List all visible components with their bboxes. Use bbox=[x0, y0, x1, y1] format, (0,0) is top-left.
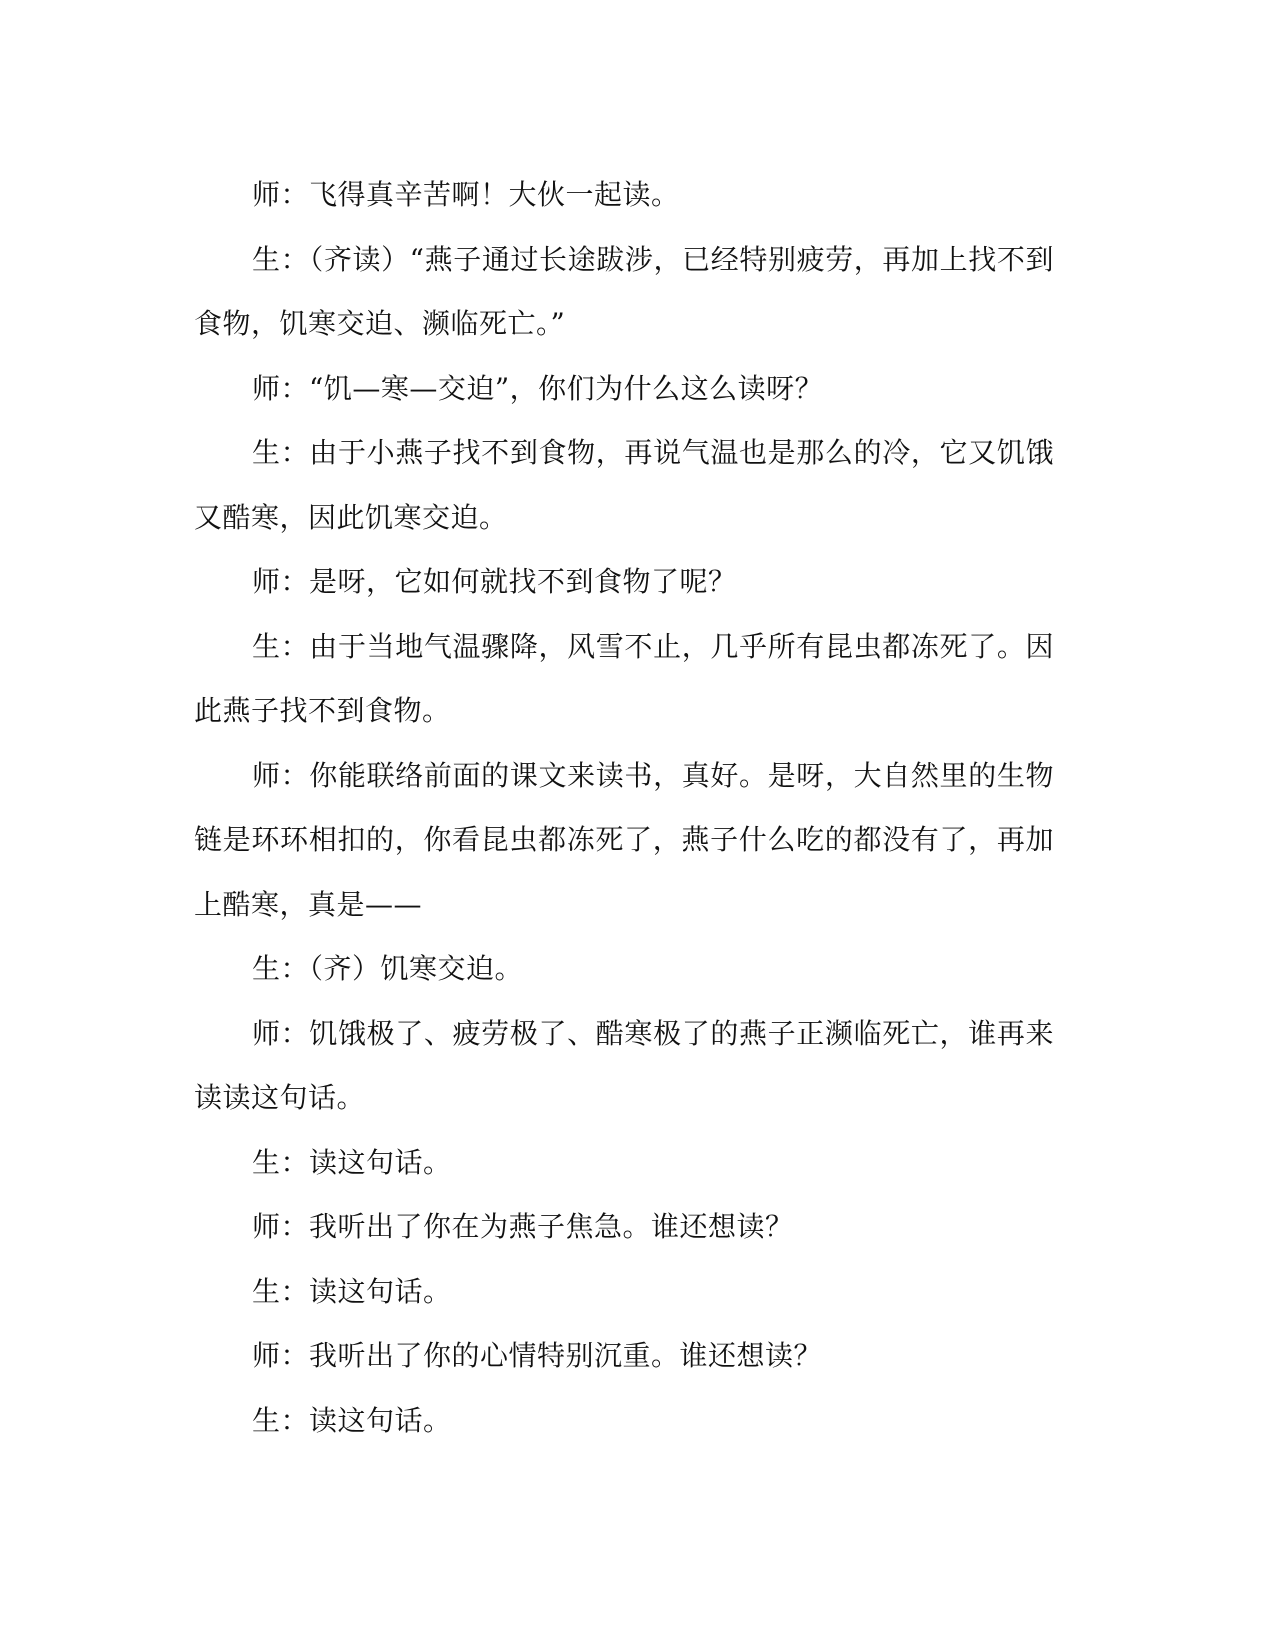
paragraph-teacher: 师：饥饿极了、疲劳极了、酷寒极了的燕子正濒临死亡，谁再来读读这句话。 bbox=[194, 1016, 1054, 1114]
paragraph-student: 生：由于当地气温骤降，风雪不止，几乎所有昆虫都冻死了。因此燕子找不到食物。 bbox=[194, 629, 1054, 727]
paragraph-teacher: 师：你能联络前面的课文来读书，真好。是呀，大自然里的生物链是环环相扣的，你看昆虫都冻死了，燕子什么吃的都没有了，再加上酷寒，真是—— bbox=[194, 758, 1054, 921]
paragraph-teacher: 师：是呀，它如何就找不到食物了呢？ bbox=[252, 565, 737, 598]
paragraph-student: 生：（齐读）“燕子通过长途跋涉，已经特别疲劳，再加上找不到食物，饥寒交迫、濒临死亡。” bbox=[194, 242, 1054, 340]
paragraph-student: 生：读这句话。 bbox=[252, 1274, 452, 1308]
paragraph-student: 生：读这句话。 bbox=[252, 1145, 452, 1179]
paragraph-teacher: 师：飞得真辛苦啊！大伙一起读。 bbox=[252, 178, 680, 211]
paragraph-student: 生：读这句话。 bbox=[252, 1403, 452, 1437]
paragraph-student: 生：（齐）饥寒交迫。 bbox=[252, 952, 524, 985]
document-body bbox=[194, 163, 1054, 1453]
paragraph-teacher: 师：我听出了你在为燕子焦急。谁还想读？ bbox=[252, 1210, 794, 1243]
paragraph-student: 生：由于小燕子找不到食物，再说气温也是那么的冷，它又饥饿又酷寒，因此饥寒交迫。 bbox=[194, 436, 1054, 534]
paragraph-teacher: 师：“饥—寒—交迫”，你们为什么这么读呀？ bbox=[252, 371, 824, 405]
paragraph-teacher: 师：我听出了你的心情特别沉重。谁还想读？ bbox=[252, 1339, 823, 1372]
